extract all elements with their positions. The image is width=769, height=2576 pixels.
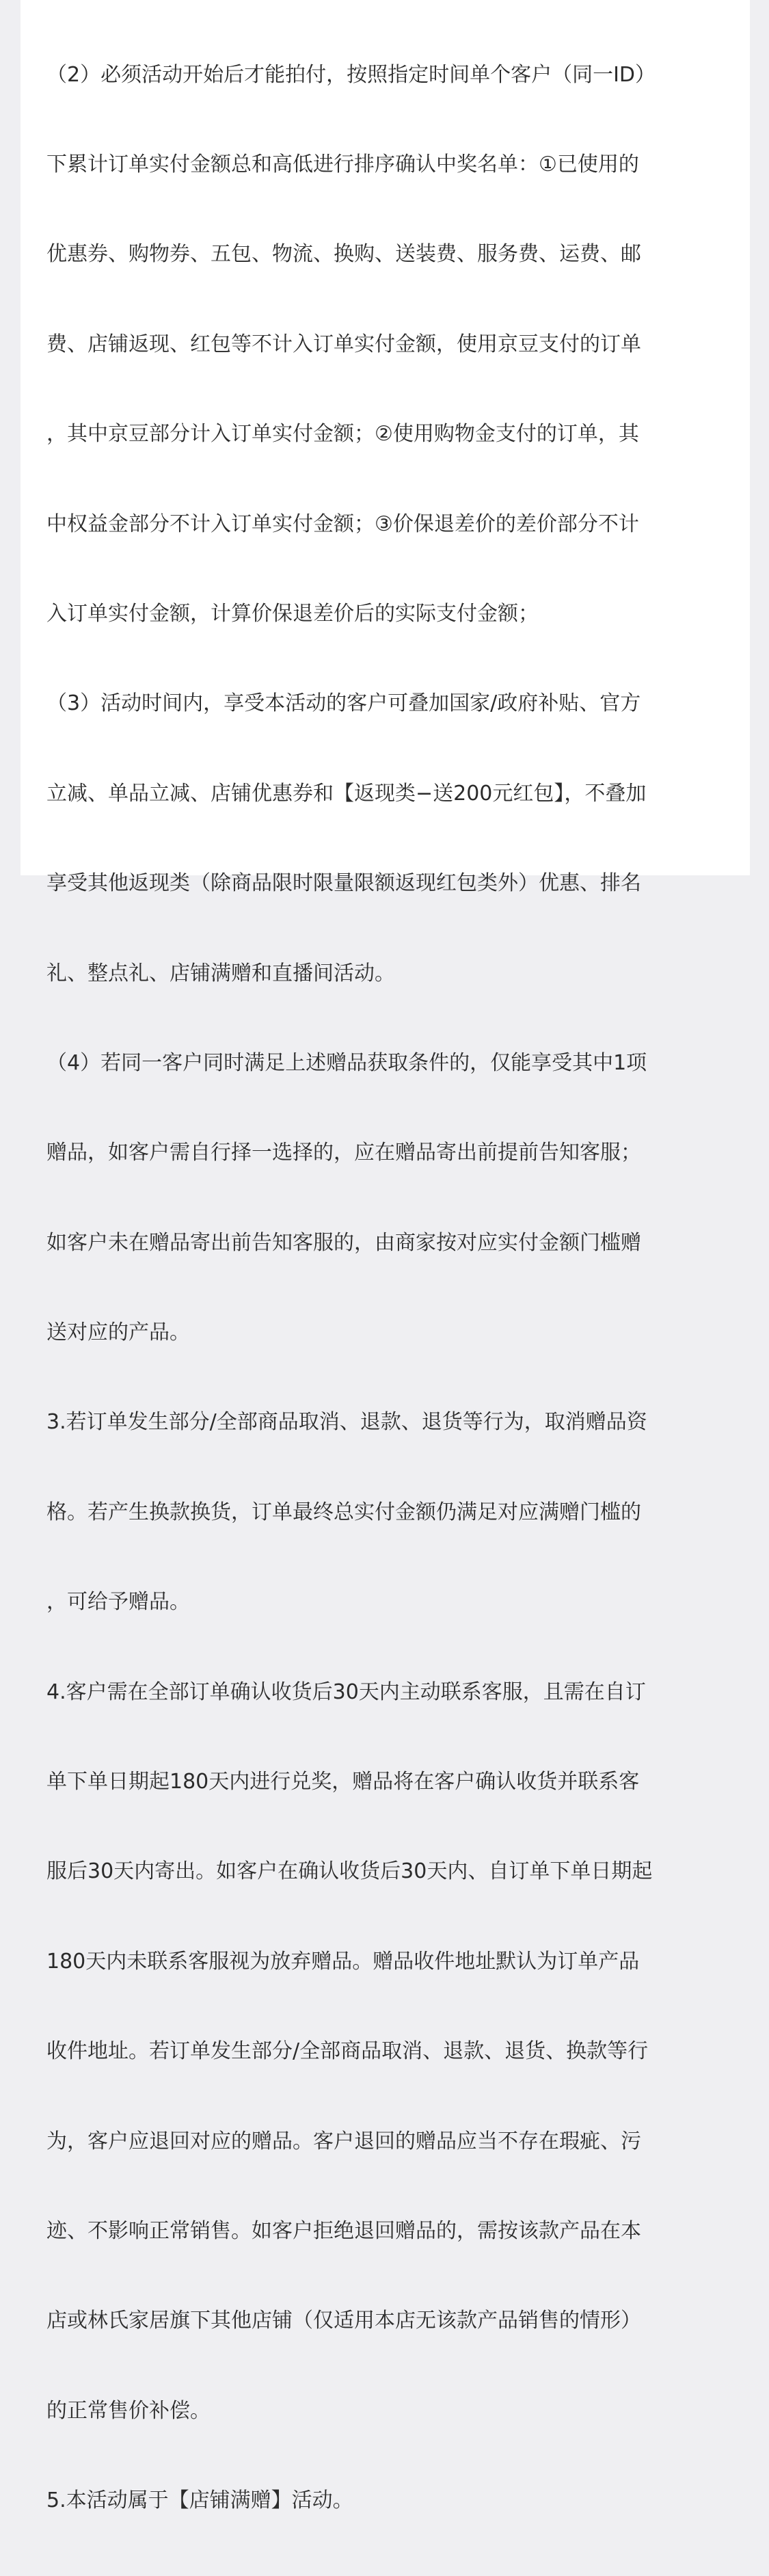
rules-line: 店或林氏家居旗下其他店铺（仅适用本店无该款产品销售的情形） — [46, 2309, 641, 2333]
rules-line: 180天内未联系客服视为放弃赠品。赠品收件地址默认为订单产品 — [46, 1949, 640, 1974]
rules-line: ，可给予赠品。 — [46, 1590, 190, 1615]
rules-line: 中权益金部分不计入订单实付金额；③价保退差价的差价部分不计 — [46, 512, 639, 536]
rules-line: 为，客户应退回对应的赠品。客户退回的赠品应当不存在瑕疵、污 — [46, 2129, 641, 2153]
rules-line: 迹、不影响正常销售。如客户拒绝退回赠品的，需按该款产品在本 — [46, 2218, 641, 2243]
rules-card — [21, 0, 750, 2513]
rules-line: 单下单日期起180天内进行兑奖，赠品将在客户确认收货并联系客 — [46, 1770, 640, 1794]
rules-line: （3）活动时间内，享受本活动的客户可叠加国家/政府补贴、官方 — [46, 691, 641, 716]
rules-line: 收件地址。若订单发生部分/全部商品取消、退款、退货、换款等行 — [46, 2039, 649, 2064]
rules-line: 4.客户需在全部订单确认收货后30天内主动联系客服，且需在自订 — [46, 1679, 646, 1704]
rules-line: 服后30天内寄出。如客户在确认收货后30天内、自订单下单日期起 — [46, 1859, 653, 1884]
rules-line: 费、店铺返现、红包等不计入订单实付金额，使用京豆支付的订单 — [46, 332, 641, 356]
rules-line: 5.本活动属于【店铺满赠】活动。 — [46, 2488, 353, 2513]
rules-line: 下累计订单实付金额总和高低进行排序确认中奖名单：①已使用的 — [46, 152, 639, 176]
rules-line: 优惠券、购物券、五包、物流、换购、送装费、服务费、运费、邮 — [46, 242, 641, 267]
rules-line: 礼、整点礼、店铺满赠和直播间活动。 — [46, 961, 395, 985]
rules-line: 赠品，如客户需自行择一选择的，应在赠品寄出前提前告知客服； — [46, 1141, 641, 1165]
rules-text — [46, 0, 730, 2576]
rules-line: 的正常售价补偿。 — [46, 2398, 211, 2423]
rules-line: 如客户未在赠品寄出前告知客服的，由商家按对应实付金额门槛赠 — [46, 1230, 641, 1255]
rules-line: ，其中京豆部分计入订单实付金额；②使用购物金支付的订单，其 — [46, 422, 639, 447]
rules-line: 送对应的产品。 — [46, 1320, 190, 1345]
rules-line: 3.若订单发生部分/全部商品取消、退款、退货等行为，取消赠品资 — [46, 1410, 647, 1435]
rules-line: 入订单实付金额，计算价保退差价后的实际支付金额； — [46, 601, 539, 626]
rules-line: （4）若同一客户同时满足上述赠品获取条件的，仅能享受其中1项 — [46, 1050, 647, 1075]
rules-line: 享受其他返现类（除商品限时限量限额返现红包类外）优惠、排名 — [46, 871, 641, 896]
rules-line: 格。若产生换款换货，订单最终总实付金额仍满足对应满赠门槛的 — [46, 1500, 641, 1524]
rules-line: （2）必须活动开始后才能拍付，按照指定时间单个客户（同一ID） — [46, 62, 656, 87]
rules-line: 立减、单品立减、店铺优惠券和【返现类−送200元红包】，不叠加 — [46, 781, 647, 806]
